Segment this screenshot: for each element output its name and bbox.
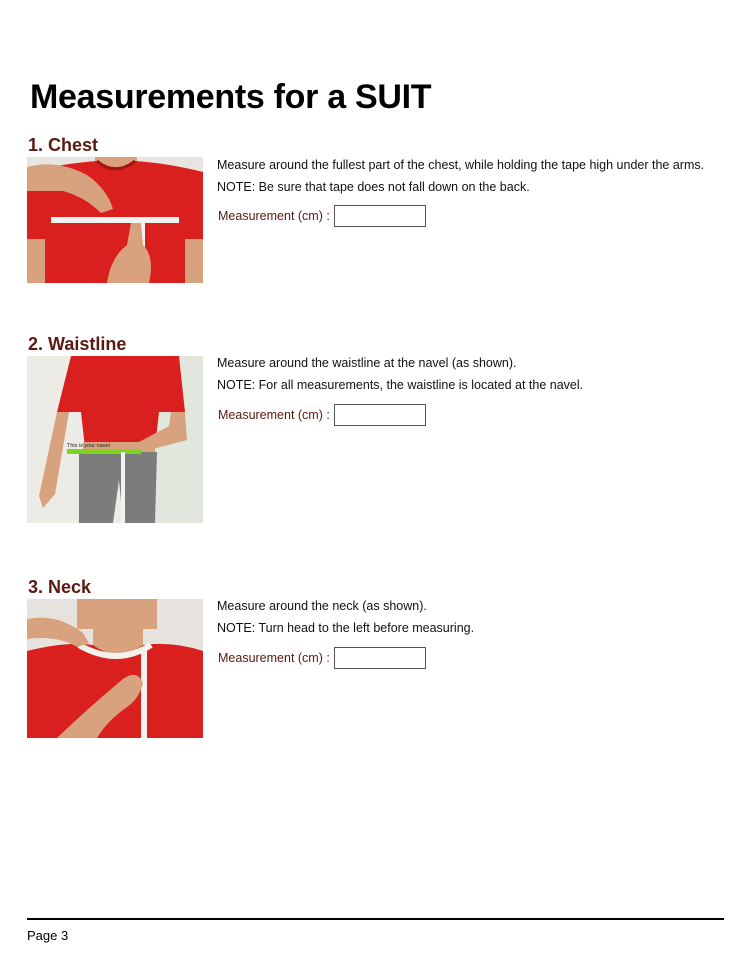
neck-instructions	[217, 595, 474, 639]
waistline-instructions	[217, 352, 583, 396]
chest-measurement-input[interactable]	[334, 205, 426, 227]
neck-measurement-input[interactable]	[334, 647, 426, 669]
page-number: Page 3	[27, 928, 69, 943]
neck-photo-tape-vertical	[141, 651, 147, 738]
chest-note-line: NOTE: Be sure that tape does not fall down on the back.	[217, 180, 530, 194]
chest-heading: 1. Chest	[28, 135, 99, 155]
neck-measurement-label: Measurement (cm) :	[218, 651, 330, 665]
neck-heading: 3. Neck	[28, 577, 92, 597]
waistline-photo	[27, 356, 203, 523]
waistline-instruction-line: Measure around the waistline at the navel (as shown).	[217, 356, 517, 370]
waistline-measurement-label: Measurement (cm) :	[218, 408, 330, 422]
neck-photo-chin	[77, 599, 157, 629]
page-title: Measurements for a SUIT	[30, 78, 432, 116]
waistline-measurement-input[interactable]	[334, 404, 426, 426]
waistline-photo-tape	[67, 449, 141, 454]
waistline-measurement-row	[218, 404, 426, 426]
chest-photo-arm-right	[185, 239, 203, 283]
chest-measurement-row	[218, 205, 426, 227]
chest-photo-tape	[51, 217, 179, 223]
waistline-note-line: NOTE: For all measurements, the waistline is located at the navel.	[217, 378, 584, 392]
chest-photo	[27, 157, 203, 283]
waistline-photo-caption: This is your navel	[67, 443, 110, 449]
neck-instruction-line: Measure around the neck (as shown).	[217, 599, 427, 613]
waistline-photo-tape-vertical	[121, 452, 125, 523]
footer-rule	[27, 918, 724, 920]
neck-photo	[27, 599, 203, 738]
chest-photo-arm-left	[27, 239, 45, 283]
chest-measurement-label: Measurement (cm) :	[218, 209, 330, 223]
neck-note-line: NOTE: Turn head to the left before measuring.	[217, 621, 475, 635]
waistline-heading: 2. Waistline	[28, 334, 127, 354]
chest-instruction-line: Measure around the fullest part of the chest, while holding the tape high under the arms.	[217, 158, 705, 172]
neck-measurement-row	[218, 647, 426, 669]
chest-instructions	[217, 154, 704, 198]
